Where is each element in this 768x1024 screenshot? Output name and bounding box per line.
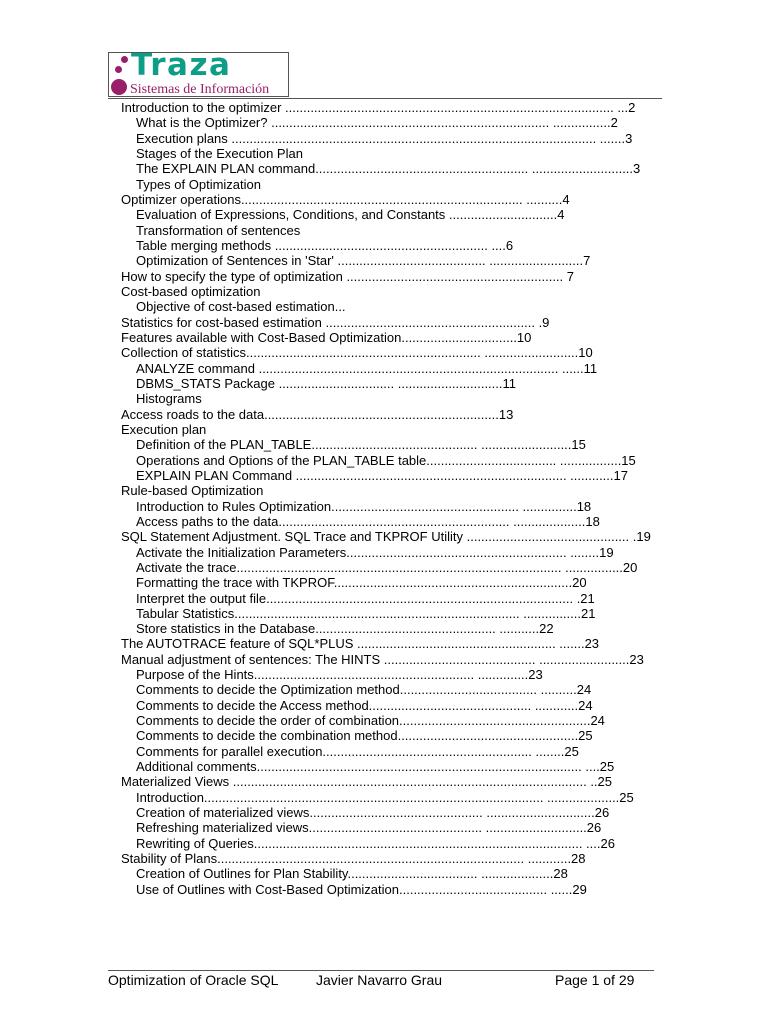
toc-subentry[interactable]: Interpret the output file..................................................................................... .21 [136, 590, 595, 606]
toc-subentry[interactable]: Comments for parallel execution.......................................................... ........25 [136, 743, 579, 759]
toc-entry[interactable]: Manual adjustment of sentences: The HINTS .......................................... .........................23 [121, 651, 644, 667]
toc-subentry[interactable]: Tabular Statistics............................................................................... ................21 [136, 605, 596, 621]
toc-subentry[interactable]: Additional comments.......................................................................................... ....25 [136, 759, 615, 775]
toc-subentry[interactable]: Types of Optimization [136, 176, 261, 192]
toc-subentry[interactable]: Optimization of Sentences in 'Star' ......................................... ..........................7 [136, 253, 591, 269]
toc-entry[interactable]: How to specify the type of optimization ............................................................ 7 [121, 268, 574, 284]
toc-subentry[interactable]: Use of Outlines with Cost-Based Optimization......................................... ......29 [136, 881, 587, 897]
toc-subentry[interactable]: Execution plans ..................................................................................................... .......3 [136, 130, 633, 146]
toc-subentry[interactable]: ANALYZE command ................................................................................... ......11 [136, 360, 598, 376]
toc-subentry[interactable]: Store statistics in the Database.................................................. ...........22 [136, 621, 554, 637]
logo [108, 52, 289, 97]
toc-subentry[interactable]: Comments to decide the Optimization method...................................... ..........24 [136, 682, 592, 698]
toc-entry[interactable]: Stability of Plans..................................................................................... ............28 [121, 851, 586, 867]
toc-subentry[interactable]: Rewriting of Queries........................................................................................... ....26 [136, 835, 615, 851]
toc-subentry[interactable]: EXPLAIN PLAN Command ........................................................................... ............17 [136, 467, 628, 483]
toc-subentry[interactable]: What is the Optimizer? ............................................................................. ................2 [136, 115, 618, 131]
table-of-contents [121, 100, 681, 897]
header-divider [108, 98, 662, 99]
logo-dot-small-icon [115, 66, 122, 73]
toc-subentry[interactable]: Activate the trace.......................................................................................... ................20 [136, 559, 638, 575]
toc-subentry[interactable]: DBMS_STATS Package ................................ .............................11 [136, 375, 516, 391]
toc-subentry[interactable]: Histograms [136, 391, 202, 407]
toc-subentry[interactable]: Refreshing materialized views................................................ ............................26 [136, 820, 602, 836]
toc-entry[interactable]: SQL Statement Adjustment. SQL Trace and TKPROF Utility ............................................. .19 [121, 529, 651, 545]
toc-subentry[interactable]: Comments to decide the combination method..................................................25 [136, 728, 593, 744]
toc-subentry[interactable]: Table merging methods ........................................................... ....6 [136, 237, 514, 253]
toc-subentry[interactable]: Definition of the PLAN_TABLE.............................................. .........................15 [136, 437, 586, 453]
toc-entry[interactable]: Materialized Views .................................................................................................. ..25 [121, 774, 613, 790]
toc-subentry[interactable]: Purpose of the Hints............................................................. ..............23 [136, 667, 543, 683]
toc-subentry[interactable]: Access paths to the data................................................................ ....................18 [136, 513, 600, 529]
logo-dot-small-icon [121, 56, 128, 63]
toc-subentry[interactable]: Stages of the Execution Plan [136, 145, 303, 161]
toc-entry[interactable]: Collection of statistics................................................................. ..........................10 [121, 345, 593, 361]
toc-entry[interactable]: Rule-based Optimization [121, 483, 264, 499]
toc-subentry[interactable]: Comments to decide the Access method............................................. ............24 [136, 697, 593, 713]
toc-subentry[interactable]: Introduction.............................................................................................. ....................25 [136, 789, 634, 805]
toc-entry[interactable]: Statistics for cost-based estimation .......................................................... .9 [121, 314, 550, 330]
toc-entry[interactable]: Cost-based optimization [121, 283, 261, 299]
toc-entry[interactable]: Execution plan [121, 421, 207, 437]
logo-wordmark: Traza [131, 52, 232, 83]
toc-subentry[interactable]: Transformation of sentences [136, 222, 301, 238]
toc-subentry[interactable]: The EXPLAIN PLAN command........................................................... ............................3 [136, 161, 641, 177]
footer-author: Javier Navarro Grau [316, 972, 443, 988]
toc-subentry[interactable]: Formatting the trace with TKPROF..................................................................20 [136, 575, 587, 591]
footer-page-number: Page 1 of 29 [555, 972, 635, 988]
toc-subentry[interactable]: Operations and Options of the PLAN_TABLE table.................................... .................15 [136, 452, 636, 468]
toc-entry[interactable]: Optimizer operations.............................................................................. ..........4 [121, 191, 570, 207]
toc-subentry[interactable]: Objective of cost-based estimation... [136, 299, 346, 315]
toc-entry[interactable]: Introduction to the optimizer ........................................................................................... ...2 [121, 100, 636, 115]
footer-divider [108, 970, 654, 971]
footer-title: Optimization of Oracle SQL [108, 972, 279, 988]
toc-subentry[interactable]: Creation of Outlines for Plan Stability.................................... ....................28 [136, 866, 568, 882]
toc-entry[interactable]: The AUTOTRACE feature of SQL*PLUS ....................................................... .......23 [121, 636, 600, 652]
toc-subentry[interactable]: Comments to decide the order of combination.....................................................24 [136, 713, 605, 729]
toc-entry[interactable]: Features available with Cost-Based Optimization................................10 [121, 329, 532, 345]
logo-dot-large-icon [111, 79, 127, 95]
toc-subentry[interactable]: Evaluation of Expressions, Conditions, and Constants ..............................4 [136, 207, 565, 223]
toc-entry[interactable]: Access roads to the data.................................................................13 [121, 406, 514, 422]
toc-subentry[interactable]: Creation of materialized views................................................ ..............................26 [136, 805, 610, 821]
logo-tagline: Sistemas de Información [130, 82, 270, 97]
toc-subentry[interactable]: Activate the Initialization Parameters............................................................. ........19 [136, 544, 614, 560]
toc-subentry[interactable]: Introduction to Rules Optimization.................................................... ...............18 [136, 498, 592, 514]
